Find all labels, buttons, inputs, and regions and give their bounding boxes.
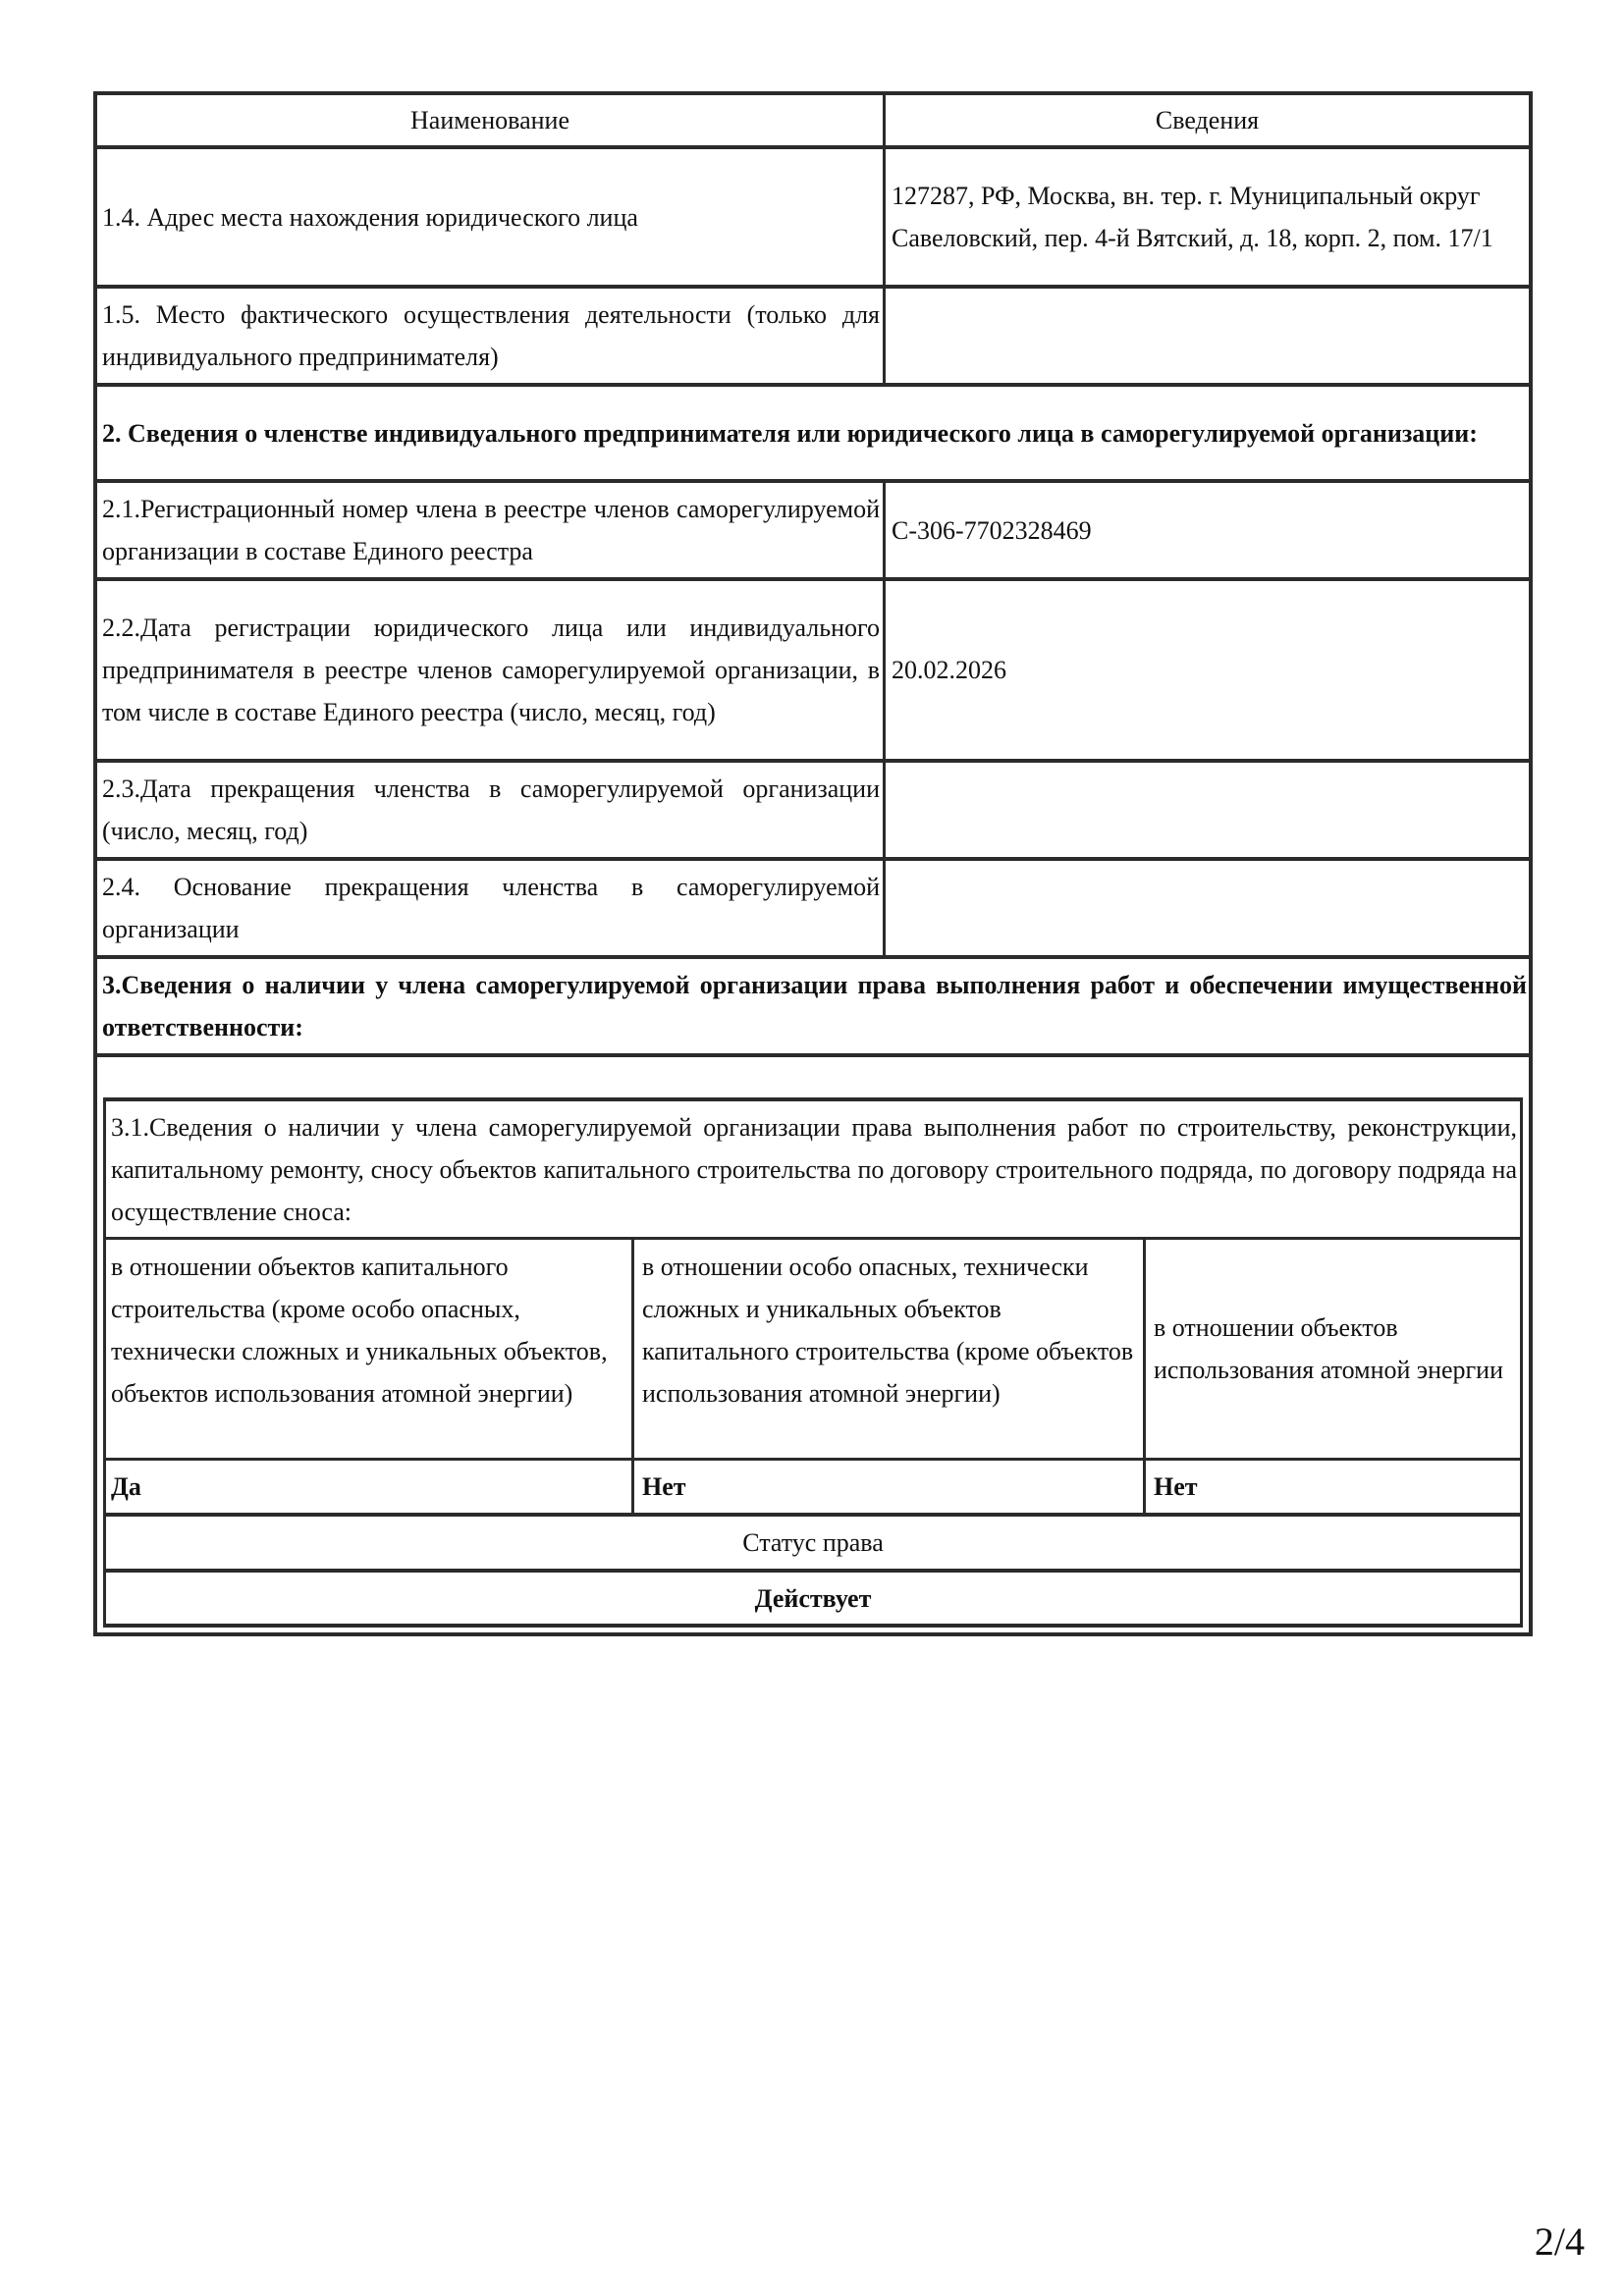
row-1-4-label: 1.4. Адрес места нахождения юридического лица [102, 202, 638, 232]
page-number: 2/4 [1534, 2219, 1585, 2264]
row-2-1-value-cell [892, 483, 1525, 577]
row-1-4-value-cell [892, 149, 1525, 285]
row-1-5-label-cell [102, 289, 880, 383]
row-2-3-value-cell [892, 763, 1525, 857]
row-2-4-label: 2.4. Основание прекращения членства в саморегулируемой организации [102, 873, 880, 943]
row-1-4-label-cell [102, 149, 880, 285]
column-3-label-cell [1154, 1240, 1517, 1458]
column-2-label: в отношении особо опасных, технически сложных и уникальных объектов капитального строительства (кроме объектов использования атомной энергии) [642, 1253, 1134, 1408]
column-2-value-cell [642, 1461, 1139, 1513]
inner-column-divider [631, 1237, 634, 1517]
table-border-left [93, 91, 97, 1636]
inner-column-divider [1143, 1237, 1146, 1517]
row-2-2-value-cell [892, 581, 1525, 759]
inner-table-border-bottom [103, 1624, 1523, 1628]
header-cell-info [886, 95, 1529, 145]
table-border-bottom [93, 1632, 1533, 1636]
row-1-5-value-cell [892, 289, 1525, 383]
legal-address-value: 127287, РФ, Москва, вн. тер. г. Муниципальный округ Савеловский, пер. 4-й Вятский, д. 18, корп. 2, пом. 17/1 [892, 182, 1493, 252]
status-value-cell [106, 1573, 1520, 1624]
header-name-label: Наименование [410, 106, 569, 134]
column-2-value: Нет [642, 1472, 686, 1501]
row-2-3-label-cell [102, 763, 880, 857]
row-1-5-label: 1.5. Место фактического осуществления деятельности (только для индивидуального предпринимателя) [102, 300, 880, 371]
section-2-heading: 2. Сведения о членстве индивидуального предпринимателя или юридического лица в саморегулируемой организации: [102, 418, 1478, 448]
column-3-label: в отношении объектов использования атомной энергии [1154, 1313, 1504, 1384]
column-3-value: Нет [1154, 1472, 1198, 1501]
row-2-1-label-cell [102, 483, 880, 577]
table-border-right [1529, 91, 1533, 1636]
header-info-label: Сведения [1155, 106, 1260, 134]
inner-table-border-right [1520, 1097, 1523, 1628]
column-1-label-cell [111, 1240, 626, 1458]
row-2-4-label-cell [102, 861, 880, 955]
registration-number-value: С-306-7702328469 [892, 515, 1092, 545]
column-3-value-cell [1154, 1461, 1517, 1513]
row-2-3-label: 2.3.Дата прекращения членства в саморегулируемой организации (число, месяц, год) [102, 774, 880, 845]
header-cell-name [97, 95, 883, 145]
column-2-label-cell [642, 1240, 1139, 1458]
registration-date-value: 20.02.2026 [892, 656, 1006, 684]
subsection-3-1-heading-cell [111, 1101, 1517, 1237]
column-1-value: Да [111, 1472, 141, 1501]
column-divider [883, 479, 886, 957]
status-label: Статус права [742, 1528, 884, 1557]
section-2-heading-cell [102, 387, 1527, 479]
section-3-heading-cell [102, 959, 1527, 1053]
row-2-1-label: 2.1.Регистрационный номер члена в реестре членов саморегулируемой организации в составе Единого реестра [102, 495, 880, 565]
column-1-label: в отношении объектов капитального строительства (кроме особо опасных, технически сложных и уникальных объектов, объектов использования атомной энергии) [111, 1253, 608, 1408]
row-2-2-label: 2.2.Дата регистрации юридического лица или индивидуального предпринимателя в реестре членов саморегулируемой организации, в том числе в составе Единого реестра (число, месяц, год) [102, 614, 880, 726]
subsection-3-1-heading: 3.1.Сведения о наличии у члена саморегулируемой организации права выполнения работ по строительству, реконструкции, капитальному ремонту, сносу объектов капитального строительства по договору строительного подряда, по договору подряда на осуществление сноса: [111, 1112, 1517, 1226]
status-label-cell [106, 1517, 1520, 1569]
section-3-heading: 3.Сведения о наличии у члена саморегулируемой организации права выполнения работ и обеспечении имущественной ответственности: [102, 971, 1527, 1041]
row-2-2-label-cell [102, 581, 880, 759]
row-separator [93, 1053, 1533, 1057]
status-value: Действует [754, 1583, 872, 1613]
column-1-value-cell [111, 1461, 626, 1513]
row-2-4-value-cell [892, 861, 1525, 955]
